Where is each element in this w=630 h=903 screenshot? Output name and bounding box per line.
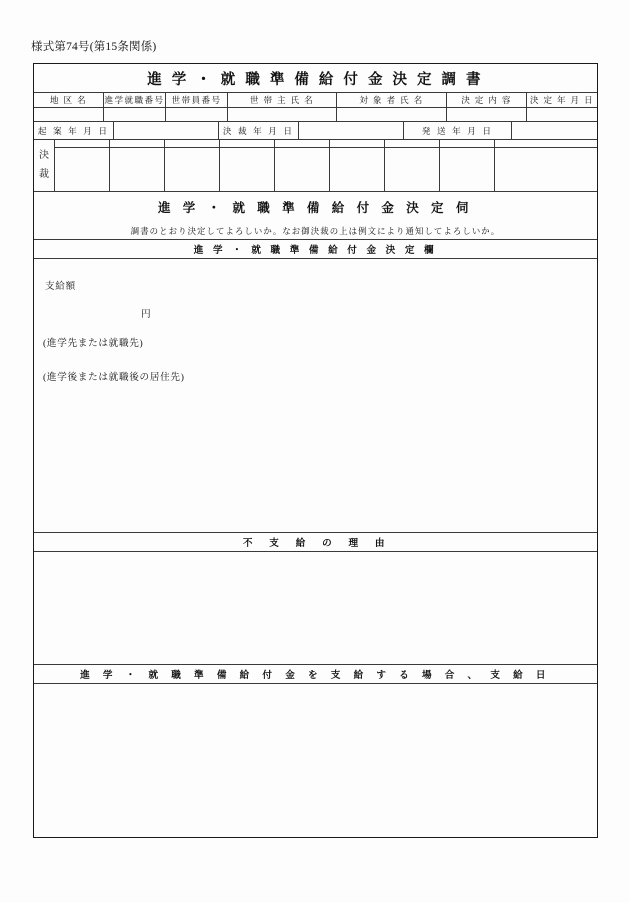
entry-dispatch-date[interactable] — [512, 122, 597, 139]
approval-grid-label: 決 裁 — [34, 140, 55, 191]
approval-seal-cell[interactable] — [440, 148, 495, 191]
approval-seal-cell[interactable] — [330, 148, 385, 191]
decision-section-body[interactable] — [34, 259, 597, 533]
entry-decision-date[interactable] — [527, 108, 597, 121]
header-column-row — [34, 93, 597, 108]
currency-unit-label: 円 — [141, 309, 152, 320]
approval-seal-cell[interactable] — [220, 148, 275, 191]
date-row — [34, 122, 597, 140]
header-col-householder-name: 世 帯 主 氏 名 — [228, 93, 337, 107]
residence-label: (進学後または就職後の居住先) — [43, 372, 185, 383]
header-col-decision-date: 決 定 年 月 日 — [529, 95, 595, 105]
header-col-case-number: 進学就職番号 — [104, 95, 165, 105]
approval-grid-title-strip — [55, 140, 597, 148]
payment-date-section-body[interactable] — [34, 684, 597, 805]
label-approval-date: 決 裁 年 月 日 — [219, 122, 299, 139]
form-outer-frame — [33, 63, 598, 838]
approval-title-cell[interactable] — [55, 140, 110, 147]
destination-label: (進学先または就職先) — [43, 338, 144, 349]
approval-seal-cell[interactable] — [110, 148, 165, 191]
approval-title-cell[interactable] — [330, 140, 385, 147]
entry-subject-name[interactable] — [337, 108, 447, 121]
inquiry-block — [34, 192, 597, 240]
payment-date-section-header — [34, 665, 597, 684]
entry-householder-name[interactable] — [228, 108, 337, 121]
entry-district[interactable] — [34, 108, 104, 121]
entry-decision-content[interactable] — [447, 108, 527, 121]
header-entry-row — [34, 108, 597, 122]
approval-title-cell[interactable] — [440, 140, 495, 147]
form-number-label: 様式第74号(第15条関係) — [31, 41, 157, 53]
approval-seal-cell[interactable] — [385, 148, 440, 191]
approval-seal-cell[interactable] — [275, 148, 330, 191]
approval-title-cell[interactable] — [275, 140, 330, 147]
header-col-decision-content: 決 定 内 容 — [447, 93, 527, 107]
label-dispatch-date: 発 送 年 月 日 — [404, 122, 512, 139]
approval-seal-grid — [34, 140, 597, 192]
approval-seal-cell[interactable] — [495, 148, 597, 191]
decision-section-header — [34, 240, 597, 259]
label-drafting-date: 起 案 年 月 日 — [34, 122, 114, 139]
approval-seal-cell[interactable] — [55, 148, 110, 191]
header-col-subject-name: 対 象 者 氏 名 — [337, 93, 447, 107]
reason-section-header — [34, 533, 597, 552]
approval-seal-cell[interactable] — [165, 148, 220, 191]
approval-title-cell[interactable] — [220, 140, 275, 147]
entry-drafting-date[interactable] — [114, 122, 219, 139]
inquiry-text: 調書のとおり決定してよろしいか。なお御決裁の上は例文により通知してよろしいか。 — [130, 227, 501, 236]
entry-case-number[interactable] — [104, 108, 166, 121]
approval-grid-seal-strip — [55, 148, 597, 191]
entry-member-number[interactable] — [166, 108, 228, 121]
header-col-member-number: 世帯員番号 — [166, 93, 228, 107]
approval-title-cell[interactable] — [165, 140, 220, 147]
approval-title-cell[interactable] — [110, 140, 165, 147]
form-title: 進 学 ・ 就 職 準 備 給 付 金 決 定 調 書 — [147, 71, 484, 88]
form-title-band — [34, 64, 597, 93]
header-col-district: 地 区 名 — [34, 93, 104, 107]
approval-title-cell[interactable] — [495, 140, 597, 147]
amount-label: 支給額 — [45, 281, 76, 292]
reason-section-header-label: 不 支 給 の 理 由 — [242, 538, 389, 549]
inquiry-title: 進 学 ・ 就 職 準 備 給 付 金 決 定 伺 — [157, 201, 473, 215]
reason-section-body[interactable] — [34, 552, 597, 665]
approval-title-cell[interactable] — [385, 140, 440, 147]
decision-section-header-label: 進 学 ・ 就 職 準 備 給 付 金 決 定 欄 — [193, 245, 438, 256]
payment-date-section-header-label: 進 学 ・ 就 職 準 備 給 付 金 を 支 給 す る 場 合 、 支 給 日 — [80, 670, 551, 681]
entry-approval-date[interactable] — [299, 122, 404, 139]
